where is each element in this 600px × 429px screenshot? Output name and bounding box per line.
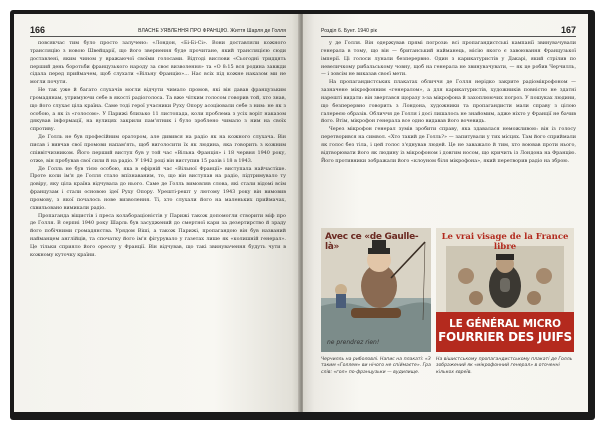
figure-caption: На вішистському пропагандистському плакаті де Голль зображений як «мікрофонний генерал» в оточенні кількох євреїв. bbox=[436, 357, 573, 375]
figure-caption: Черчилль на риболовлі. Напис на плакаті: «З таким «Голлем» ви нічого не спіймаєте». Гра слів: «гол» по-французьки — вудилище. bbox=[321, 357, 431, 375]
poster-subtitle: ne prendrez rien! bbox=[327, 339, 380, 346]
poster-title: Avec ce «de Gaulle-là» bbox=[325, 232, 419, 252]
paragraph: Через мікрофон генерал зумів зробити справу, яка здавалася неможливою: він із голосу перетворився на символ. «Хто такий де Голль?» — запитували у тих місцях. Там його сприймали як голос без тіла, і цей голос з'єднував людей. Це не заважало й тим, хто воював проти нього, відтворювати його як людину із мікрофоном і довгим носом, що кричить із Лондона на Францію. Його противники зображали його «клоуном біля мікрофона», який перетворив радіо на зброю. bbox=[321, 126, 576, 164]
left-page-text bbox=[30, 40, 286, 260]
left-running-title: ВЛАСНЕ УЯВЛЕННЯ ПРО ФРАНЦІЮ. Життя Шарля де Голля bbox=[138, 28, 286, 34]
paragraph: На пропагандистських плакатах обличчя де Голля нерідко закрите радіомікрофоном — зазначене мікрофонним «генералом», а для карикатуристів, художників повністю не здатні нарешті видати: він звертався щоразу з-за мікрофона й захоплюючих погроз. У пошуках людини, що безперервно говорить з Лондона, художники та пропагандисти мали справу з цілою галереєю образів. Обличчя де Голля і досі лишалось не знайомим, адже ніхто у Франції не бачив його. Втім, мікрофон генерала все одно видавав його вочевидь. bbox=[321, 79, 576, 125]
right-page-text bbox=[321, 40, 576, 224]
left-page-header bbox=[30, 22, 286, 37]
left-page-number: 166 bbox=[30, 25, 46, 35]
open-book bbox=[10, 10, 595, 420]
right-page-number: 167 bbox=[560, 25, 576, 35]
poster-headline bbox=[436, 318, 574, 344]
paragraph: Де Голль не був професійним оратором, але дивився на радіо як на кожного слухача. Він писав і вивчав свої промови напам'ять, щоб виголосити їх як людина, яка говорить з кожним співвітчизником. Його перший виступ був у той час «Вільна Франція» і 18 червня 1940 року, отже, він пробував свої сили й на радіо. У 1942 році він виступив 15 разів і 18 в 1943. bbox=[30, 134, 286, 164]
poster-general-micro bbox=[436, 228, 574, 352]
right-page bbox=[303, 14, 588, 412]
paragraph: Не так уже й багато слухачів могли відчути чимало промов, які він давав французьким громадянам, утримуючи себе в якості радіоголоса. Та вже чітким голосом говорив той, хто знав, що його слухає ціла країна. Саме тоді герої учасники Руху Опору асоціювали себе з ним: не як з особою, а як із «голосом». У Парижі близько 11 листопада, коли проблема з усіх воріт наказом дякував інформації, на вулицях закрили пам'ятник і було зроблено чимало з ним на своїх спротиву. bbox=[30, 87, 286, 133]
poster-title: Le vrai visage de la France libre bbox=[441, 232, 569, 252]
left-page bbox=[14, 14, 300, 412]
poster-headline-line1: LE GÉNÉRAL MICRO bbox=[449, 318, 561, 330]
right-running-title: Розділ 6. Бунт. 1940 рік bbox=[321, 28, 377, 34]
poster-churchill-fishing bbox=[321, 228, 431, 352]
paragraph: Де Голль не був тією особою, яка в ефірній час «Вільної Франції» виступала найчастіше. Проте коли ім'я де Голля стало впізнаваним, то, що він виступав на радіо, підтримувало ту довіру, яку ціла країна відчувала до нього. Саме де Голль вимовляв слова, які стали відомі всім французам і стали основою ідеї Руху Опору. Урешті-решт у лютому 1943 року він вимовив промову, з якої почалось нове визволення. Ті, хто слухали його на маленьких приймачах, схвильовано вимикали радіо. bbox=[30, 165, 286, 211]
paragraph: повсякчас тим було просто залучено: «Лондон, «Бі-Бі-Сі». Вони доставляли кожного трансляцію з новою Швейцарії, що його звернення буде прочитане, який трансляцією сюди доставлені, яким чином у вражаючої своїми голосами. Відтоді вислови «Сьогодні тридцять перший день боротьби французького народу за своє визволення» та «О 8:15 вся родина завжди сідала перед приймачем, щоб слухати «Вільну Францію»... Нас всіх під кожне наказом ми не могли почути. bbox=[30, 40, 286, 86]
paragraph: Пропаганда віщистів і преса колабораціоністів у Парижі також допомогли створити міф про де Голля. В серпні 1940 року Шарль був засуджений до смертної кари за дезертирство й зраду його побічними громадянства. Урядом Віші, а також Парижі, пропагандою він був названий найманцем англійців, та спочатку його ім'я фігурувало у газетах лише як «колишній генерал». Це тільки сприяло його ореолу у Франції. Він відчував, що такі звинувачення будуть чути в кожному куточку країни. bbox=[30, 212, 286, 258]
paragraph: у де Голля. Він одержував прямі погрози: всі пропагандистські кампанії звинувачували генерала в тому, що він — британський найманець, місію якого є завоювання Французької імперії. Ці голоси лунали безперервно. Один з карикатуристів у Дакарі, який стрілив по невеличкому рибальському човну, щоб на генерала не звинувачувати, — як це робив Черчилль, — і зовсім не виказав своєї мети. bbox=[321, 40, 576, 78]
poster-headline-line2: FOURRIER DES JUIFS bbox=[438, 330, 572, 344]
right-page-header bbox=[321, 22, 576, 37]
